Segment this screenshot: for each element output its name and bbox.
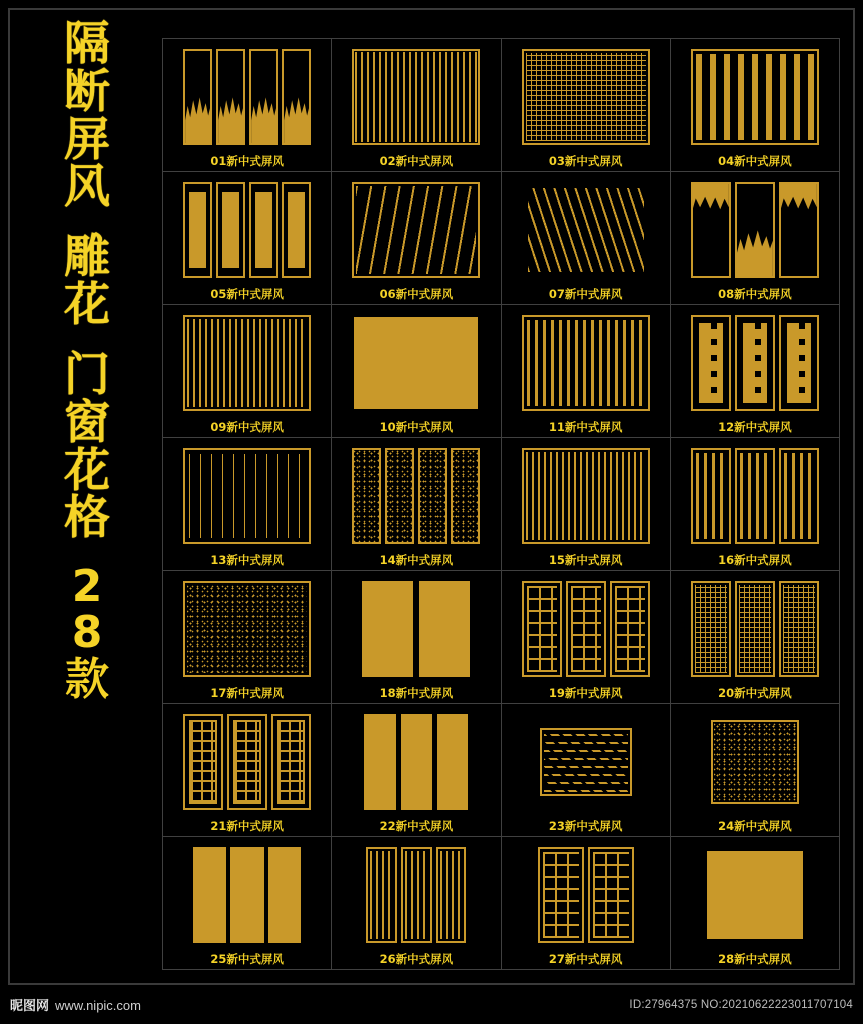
thumbnail-cell[interactable] — [163, 305, 332, 438]
item-caption: 14新中式屏风 — [379, 553, 454, 567]
screen-art-speckle-panel — [691, 714, 819, 810]
title-char: 花 — [64, 277, 110, 332]
screen-art-mountain-panels — [183, 49, 311, 145]
brand-url[interactable]: www.nipic.com — [55, 998, 141, 1013]
item-caption: 25新中式屏风 — [210, 952, 284, 966]
thumbnail-cell[interactable] — [671, 571, 840, 704]
thumbnail-cell[interactable] — [163, 837, 332, 970]
thumbnail-cell[interactable] — [163, 172, 332, 305]
title-char: 门 — [64, 346, 110, 401]
thumbnail-cell[interactable] — [502, 571, 671, 704]
screen-art-window-lattice — [522, 581, 650, 677]
thumbnail-cell[interactable] — [163, 39, 332, 172]
title-line-1 — [64, 16, 110, 214]
title-char: 断 — [64, 63, 110, 118]
screen-art-three-slat-panels — [691, 448, 819, 544]
item-caption: 03新中式屏风 — [548, 154, 623, 168]
screen-art-maze-pattern — [522, 714, 650, 810]
item-caption: 15新中式屏风 — [548, 553, 623, 567]
screen-art-lattice-doors — [522, 847, 650, 943]
item-caption: 05新中式屏风 — [210, 287, 284, 301]
image-meta: ID:27964375 NO:20210622223011707104 — [629, 998, 853, 1011]
screen-art-three-plain-panels — [352, 714, 480, 810]
item-caption: 26新中式屏风 — [379, 952, 454, 966]
item-caption: 08新中式屏风 — [718, 287, 792, 301]
thumbnail-cell[interactable] — [163, 571, 332, 704]
item-caption: 18新中式屏风 — [379, 686, 454, 700]
footer-brand-group — [10, 995, 141, 1014]
screen-art-four-plain-panels — [183, 182, 311, 278]
item-caption: 24新中式屏风 — [718, 819, 792, 833]
title-char: 窗 — [64, 394, 110, 449]
item-caption: 23新中式屏风 — [548, 819, 623, 833]
thumbnail-cell[interactable] — [671, 438, 840, 571]
thumbnail-cell[interactable] — [671, 39, 840, 172]
screen-art-ink-blot-panels — [352, 448, 480, 544]
thumbnail-cell[interactable] — [332, 571, 501, 704]
item-caption: 09新中式屏风 — [210, 420, 284, 434]
screen-art-mountain-cloud — [691, 182, 819, 278]
thumbnail-cell[interactable] — [671, 172, 840, 305]
item-caption: 02新中式屏风 — [379, 154, 454, 168]
item-caption: 21新中式屏风 — [210, 819, 284, 833]
screen-art-rain-lines — [183, 448, 311, 544]
item-caption: 16新中式屏风 — [718, 553, 792, 567]
screen-art-sparse-vertical-lines — [522, 315, 650, 411]
screen-art-ornate-lattice — [691, 581, 819, 677]
thumbnail-cell[interactable] — [502, 172, 671, 305]
screen-art-fine-lattice — [522, 49, 650, 145]
thumbnail-cell[interactable] — [332, 172, 501, 305]
thumbnail-cell[interactable] — [332, 704, 501, 837]
thumbnail-cell[interactable] — [332, 305, 501, 438]
thumbnail-cell[interactable] — [502, 39, 671, 172]
screen-art-vertical-slats — [691, 49, 819, 145]
title-char: 风 — [64, 159, 110, 214]
title-line-2 — [64, 229, 110, 332]
thumbnail-cell[interactable] — [332, 39, 501, 172]
title-char: 隔 — [64, 16, 110, 70]
screen-art-mixed-vertical — [522, 448, 650, 544]
thumbnail-cell[interactable] — [671, 704, 840, 837]
item-caption: 04新中式屏风 — [718, 154, 792, 168]
screen-art-block-carving — [691, 315, 819, 411]
title-char: 花 — [64, 442, 110, 497]
screen-art-two-plain-panels — [352, 581, 480, 677]
item-caption: 19新中式屏风 — [548, 686, 623, 700]
screen-art-speckle-texture — [183, 581, 311, 677]
item-caption: 11新中式屏风 — [548, 420, 623, 434]
count-char: 2 — [71, 561, 103, 613]
item-caption: 12新中式屏风 — [718, 420, 792, 434]
brand-name: 昵图网 — [10, 998, 50, 1013]
thumbnail-cell[interactable] — [671, 837, 840, 970]
item-caption: 13新中式屏风 — [210, 553, 284, 567]
title-char: 雕 — [64, 229, 110, 284]
screen-art-dense-vertical-lines — [183, 315, 311, 411]
title-char: 格 — [64, 490, 110, 545]
screen-art-bamboo-stripes — [352, 49, 480, 145]
thumbnail-cell[interactable] — [332, 438, 501, 571]
title-column — [22, 16, 152, 975]
thumbnail-cell[interactable] — [163, 438, 332, 571]
item-caption: 22新中式屏风 — [379, 819, 454, 833]
item-caption: 01新中式屏风 — [210, 154, 284, 168]
thumbnail-cell[interactable] — [163, 704, 332, 837]
item-caption: 28新中式屏风 — [718, 952, 792, 966]
title-char: 屏 — [64, 111, 110, 166]
thumbnail-cell[interactable] — [502, 837, 671, 970]
screen-art-cross-panels — [183, 847, 311, 943]
item-caption: 27新中式屏风 — [548, 952, 623, 966]
item-caption: 06新中式屏风 — [379, 287, 454, 301]
screen-art-leaf-fan — [522, 182, 650, 278]
screen-art-solid-panel — [352, 315, 480, 411]
count-char: 款 — [65, 653, 109, 705]
footer-bar — [0, 985, 863, 1024]
thumbnail-cell[interactable] — [671, 305, 840, 438]
thumbnail-cell[interactable] — [502, 704, 671, 837]
screen-art-carved-frames — [183, 714, 311, 810]
thumbnail-cell[interactable] — [502, 438, 671, 571]
screen-art-striped-panels — [352, 847, 480, 943]
screen-art-solid-panel — [691, 847, 819, 943]
screen-art-branch-carving — [352, 182, 480, 278]
count-block — [65, 561, 109, 705]
thumbnail-cell[interactable] — [332, 837, 501, 970]
item-caption: 17新中式屏风 — [210, 686, 284, 700]
title-line-3 — [64, 346, 110, 545]
item-caption: 20新中式屏风 — [718, 686, 792, 700]
artwork-board — [8, 8, 855, 985]
item-caption: 10新中式屏风 — [379, 420, 454, 434]
thumbnail-cell[interactable] — [502, 305, 671, 438]
count-char: 8 — [71, 607, 103, 659]
item-caption: 07新中式屏风 — [548, 287, 623, 301]
thumbnail-grid — [162, 38, 840, 970]
